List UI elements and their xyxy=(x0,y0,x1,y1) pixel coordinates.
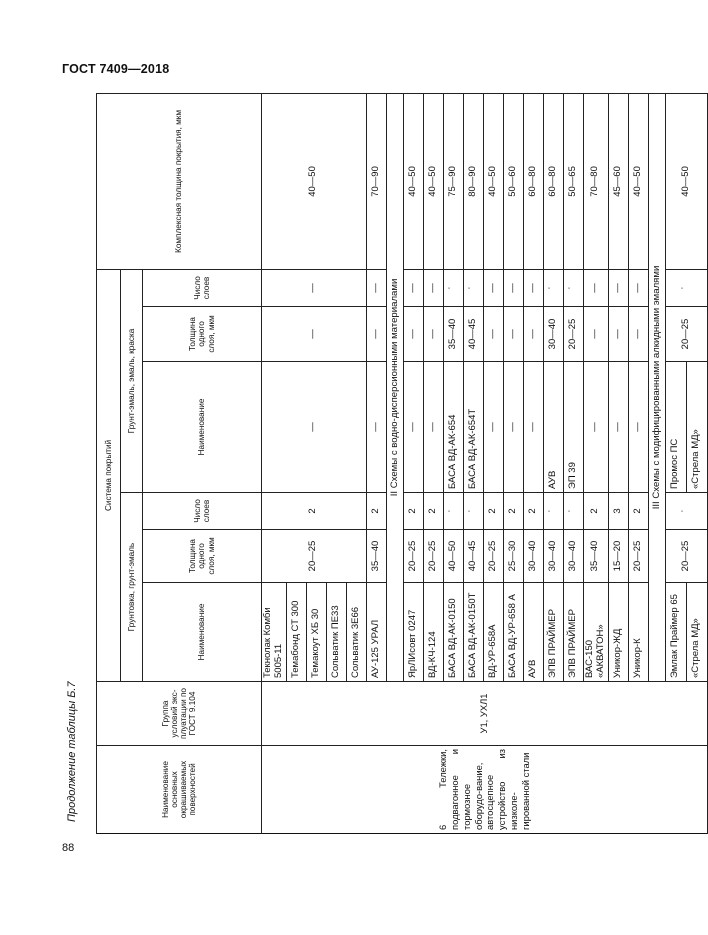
primer-thickness: 20—25 xyxy=(628,530,648,583)
finish-name: — xyxy=(503,362,523,493)
header-total: Комплексная толщина покрытия, мкм xyxy=(97,93,262,269)
finish-thickness: — xyxy=(483,307,503,362)
header-row-1 xyxy=(97,93,121,833)
primer-thickness: 20—25 xyxy=(423,530,443,583)
header-surface: Наименование основных окрашиваемых поверхностей xyxy=(97,746,262,834)
finish-name: Промос ПС xyxy=(665,362,686,493)
primer-name: ВАС-150 «АКВАТОН» xyxy=(583,583,608,682)
primer-thickness: 35—40 xyxy=(583,530,608,583)
finish-name: — xyxy=(262,362,367,493)
finish-layers: — xyxy=(262,269,367,306)
group-cell: У1, УХЛ1 xyxy=(262,682,708,746)
header-finish-thickness: Толщина одного слоя, мкм xyxy=(143,307,262,362)
finish-thickness: — xyxy=(423,307,443,362)
total-thickness: 40—50 xyxy=(665,93,707,269)
header-finish-name: Наименование xyxy=(143,362,262,493)
finish-layers: ʿ xyxy=(665,269,707,306)
primer-name: Сольватик ПЕ33 xyxy=(326,583,346,682)
finish-thickness: 20—25 xyxy=(563,307,583,362)
finish-thickness: — xyxy=(608,307,628,362)
total-thickness: 40—50 xyxy=(483,93,503,269)
primer-layers: ʿ xyxy=(463,493,483,530)
finish-name: — xyxy=(628,362,648,493)
finish-name: — xyxy=(423,362,443,493)
primer-layers: 2 xyxy=(366,493,386,530)
primer-layers: ʿ xyxy=(443,493,463,530)
finish-thickness: — xyxy=(262,307,367,362)
primer-name: БАСА ВД-АК-0150 xyxy=(443,583,463,682)
primer-name: ЭПВ ПРАЙМЕР xyxy=(543,583,563,682)
finish-layers: — xyxy=(583,269,608,306)
header-primer-thickness: Толщина одного слоя, мкм xyxy=(143,530,262,583)
primer-thickness: 20—25 xyxy=(483,530,503,583)
finish-thickness: 40—45 xyxy=(463,307,483,362)
primer-layers: ʿ xyxy=(543,493,563,530)
finish-layers: ʿ xyxy=(563,269,583,306)
finish-layers: — xyxy=(483,269,503,306)
primer-layers: ʿ xyxy=(665,493,707,530)
finish-layers: — xyxy=(366,269,386,306)
primer-thickness: 20—25 xyxy=(403,530,423,583)
primer-thickness: 15—20 xyxy=(608,530,628,583)
primer-name: «Стрела МД» xyxy=(686,583,707,682)
section-title: III Схемы с модифицированными алкидными эмалями xyxy=(648,93,665,681)
table-row xyxy=(262,93,287,833)
primer-layers: 2 xyxy=(503,493,523,530)
total-thickness: 40—50 xyxy=(262,93,367,269)
primer-layers: 2 xyxy=(483,493,503,530)
primer-layers: 2 xyxy=(583,493,608,530)
header-primer-group: Грунтовка, грунт-эмаль xyxy=(121,493,143,682)
page-header: ГОСТ 7409—2018 xyxy=(62,62,170,76)
header-finish-group: Грунт-эмаль, эмаль, краска xyxy=(121,269,143,492)
coating-systems-table xyxy=(96,93,708,834)
finish-thickness: 30—40 xyxy=(543,307,563,362)
primer-name: ЭПВ ПРАЙМЕР xyxy=(563,583,583,682)
finish-name: — xyxy=(583,362,608,493)
primer-name: ЯрЛИсовт 0247 xyxy=(403,583,423,682)
primer-layers: 3 xyxy=(608,493,628,530)
finish-thickness: — xyxy=(403,307,423,362)
finish-layers: — xyxy=(608,269,628,306)
finish-thickness: — xyxy=(583,307,608,362)
header-finish-layers: Число слоев xyxy=(143,269,262,306)
primer-thickness: 30—40 xyxy=(543,530,563,583)
header-primer-layers: Число слоев xyxy=(143,493,262,530)
primer-thickness: 20—25 xyxy=(262,530,367,583)
total-thickness: 45—60 xyxy=(608,93,628,269)
primer-layers: 2 xyxy=(403,493,423,530)
primer-name: Темакоут ХБ 30 xyxy=(306,583,326,682)
primer-name: Уникор-ЖД xyxy=(608,583,628,682)
primer-name: Текнолак Комби 5005-11 xyxy=(262,583,287,682)
primer-thickness: 40—45 xyxy=(463,530,483,583)
primer-layers: 2 xyxy=(523,493,543,530)
finish-name: — xyxy=(608,362,628,493)
finish-name: — xyxy=(366,362,386,493)
primer-layers: 2 xyxy=(423,493,443,530)
finish-layers: — xyxy=(523,269,543,306)
total-thickness: 50—65 xyxy=(563,93,583,269)
finish-layers: ʿ xyxy=(463,269,483,306)
finish-layers: ʿ xyxy=(543,269,563,306)
finish-name: — xyxy=(523,362,543,493)
finish-name: — xyxy=(483,362,503,493)
header-primer-name: Наименование xyxy=(143,583,262,682)
finish-thickness: — xyxy=(628,307,648,362)
rotated-table-container xyxy=(96,94,702,834)
total-thickness: 50—60 xyxy=(503,93,523,269)
finish-name: — xyxy=(403,362,423,493)
finish-layers: ʿ xyxy=(443,269,463,306)
total-thickness: 40—50 xyxy=(628,93,648,269)
primer-name: БАСА ВД-АК-0150Т xyxy=(463,583,483,682)
finish-layers: — xyxy=(403,269,423,306)
page-number: 88 xyxy=(62,842,75,854)
header-group: Группа условий экс-плуатации по ГОСТ 9.104 xyxy=(97,682,262,746)
primer-name: Эмлак Праймер 65 xyxy=(665,583,686,682)
finish-name: ЭП 39 xyxy=(563,362,583,493)
primer-name: Темабонд СТ 300 xyxy=(286,583,306,682)
finish-layers: — xyxy=(423,269,443,306)
finish-thickness: 35—40 xyxy=(443,307,463,362)
primer-thickness: 30—40 xyxy=(563,530,583,583)
primer-layers: ʿ xyxy=(563,493,583,530)
primer-layers: 2 xyxy=(628,493,648,530)
primer-name: ВД-УР-658А xyxy=(483,583,503,682)
primer-name: ВД-КЧ-124 xyxy=(423,583,443,682)
finish-thickness: — xyxy=(523,307,543,362)
total-thickness: 80—90 xyxy=(463,93,483,269)
finish-name: АУВ xyxy=(543,362,563,493)
table-caption: Продолжение таблицы Б.7 xyxy=(66,681,78,822)
primer-name: Сольватик 3Е66 xyxy=(346,583,366,682)
finish-name: БАСА ВД-АК-654 xyxy=(443,362,463,493)
finish-thickness: — xyxy=(366,307,386,362)
primer-thickness: 30—40 xyxy=(523,530,543,583)
surface-cell: 6 Тележки, подвагонное и тормозное оборудо-вание, автосцепное устройство из низколе-гированной стали xyxy=(262,746,708,834)
total-thickness: 70—90 xyxy=(366,93,386,269)
total-thickness: 60—80 xyxy=(523,93,543,269)
primer-layers: 2 xyxy=(262,493,367,530)
finish-thickness: — xyxy=(503,307,523,362)
total-thickness: 40—50 xyxy=(423,93,443,269)
finish-name: «Стрела МД» xyxy=(686,362,707,493)
primer-thickness: 35—40 xyxy=(366,530,386,583)
header-system: Система покрытий xyxy=(97,269,121,681)
primer-thickness: 40—50 xyxy=(443,530,463,583)
primer-thickness: 25—30 xyxy=(503,530,523,583)
primer-name: АУ-125 УРАЛ xyxy=(366,583,386,682)
primer-name: БАСА ВД-УР-658 А xyxy=(503,583,523,682)
finish-layers: — xyxy=(503,269,523,306)
finish-thickness: 20—25 xyxy=(665,307,707,362)
total-thickness: 40—50 xyxy=(403,93,423,269)
total-thickness: 70—80 xyxy=(583,93,608,269)
total-thickness: 60—80 xyxy=(543,93,563,269)
finish-name: БАСА ВД-АК-654Т xyxy=(463,362,483,493)
primer-name: Уникор-К xyxy=(628,583,648,682)
primer-name: АУВ xyxy=(523,583,543,682)
section-title: II Схемы с водно-дисперсионными материалами xyxy=(386,93,403,681)
finish-layers: — xyxy=(628,269,648,306)
total-thickness: 75—90 xyxy=(443,93,463,269)
primer-thickness: 20—25 xyxy=(665,530,707,583)
